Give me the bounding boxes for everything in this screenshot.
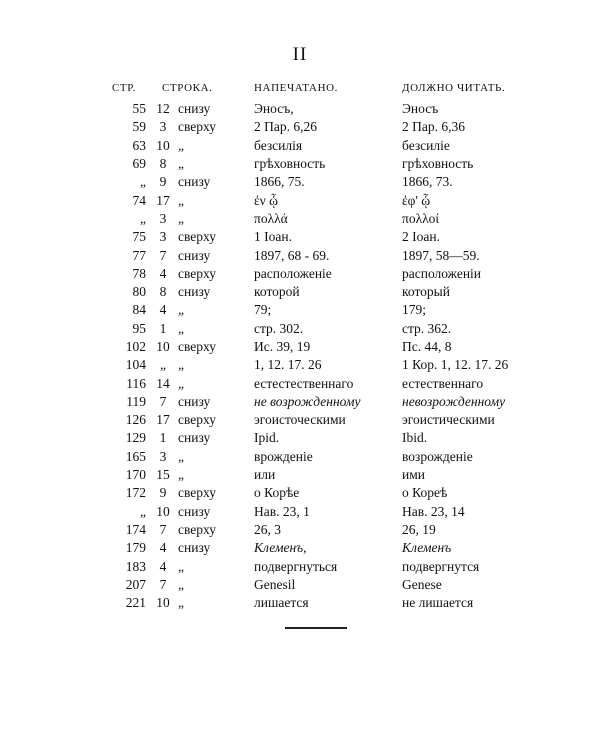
cell-page: 63 — [132, 137, 146, 153]
table-row — [112, 320, 552, 338]
table-row — [112, 118, 552, 136]
cell-printed: Ipid. — [254, 430, 280, 446]
errata-rows — [112, 100, 552, 612]
cell-line: 10 — [156, 595, 170, 611]
cell-direction: снизу — [178, 247, 211, 263]
cell-direction: „ — [178, 595, 184, 611]
cell-page: 129 — [125, 430, 146, 446]
cell-line: 7 — [159, 247, 167, 263]
table-row — [112, 503, 552, 521]
cell-line: 3 — [159, 448, 167, 464]
header-correct: ДОЛЖНО ЧИТАТЬ. — [402, 82, 506, 94]
cell-printed: лишается — [254, 595, 309, 611]
table-row — [112, 283, 552, 301]
table-row — [112, 539, 552, 557]
cell-line: „ — [160, 357, 166, 373]
table-row — [112, 301, 552, 319]
header-page: СТР. — [112, 82, 136, 94]
cell-page: 172 — [125, 485, 146, 501]
cell-direction: сверху — [178, 229, 217, 245]
table-row — [112, 594, 552, 612]
cell-line: 12 — [156, 101, 170, 117]
cell-printed: не возрожденному — [254, 393, 361, 409]
cell-correct: 2 Іоан. — [402, 229, 440, 245]
cell-correct: Клеменъ — [402, 540, 452, 556]
cell-line: 4 — [159, 302, 167, 318]
cell-printed: Клеменъ, — [254, 540, 307, 556]
table-row — [112, 100, 552, 118]
cell-direction: снизу — [178, 101, 211, 117]
table-row — [112, 576, 552, 594]
cell-correct: о Кореѣ — [402, 485, 448, 501]
table-row — [112, 265, 552, 283]
cell-line: 4 — [159, 558, 167, 574]
cell-printed: Нав. 23, 1 — [254, 503, 310, 519]
cell-direction: сверху — [178, 485, 217, 501]
cell-correct: естественнаго — [402, 375, 484, 391]
cell-page: 126 — [125, 412, 146, 428]
cell-line: 9 — [159, 174, 167, 190]
cell-correct: Genese — [402, 576, 442, 592]
cell-correct: Эносъ — [402, 101, 439, 117]
errata-table — [112, 76, 552, 612]
cell-correct: расположеніи — [402, 265, 482, 281]
cell-printed: о Корѣе — [254, 485, 300, 501]
table-row — [112, 137, 552, 155]
table-row — [112, 374, 552, 392]
cell-line: 8 — [159, 284, 167, 300]
cell-correct: Пс. 44, 8 — [402, 339, 452, 354]
cell-line: 17 — [156, 192, 170, 208]
cell-correct: невозрожденному — [402, 393, 506, 409]
table-row — [112, 466, 552, 484]
cell-page: 84 — [132, 302, 146, 318]
cell-page: 170 — [125, 467, 146, 483]
cell-line: 7 — [159, 576, 167, 592]
cell-page: 74 — [132, 192, 146, 208]
cell-line: 1 — [159, 430, 167, 446]
cell-printed: πολλά — [254, 210, 288, 226]
cell-page: 221 — [125, 595, 146, 611]
cell-line: 4 — [159, 265, 167, 281]
cell-page: 75 — [132, 229, 146, 245]
table-row — [112, 429, 552, 447]
table-row — [112, 191, 552, 209]
cell-direction: „ — [178, 137, 184, 153]
cell-printed: безсилія — [254, 137, 303, 153]
cell-printed: 1866, 75. — [254, 174, 305, 190]
table-row — [112, 411, 552, 429]
cell-page: 95 — [132, 320, 146, 336]
cell-printed: грѣховность — [254, 156, 326, 172]
table-row — [112, 356, 552, 374]
cell-page: 183 — [125, 558, 146, 574]
cell-direction: „ — [178, 302, 184, 318]
cell-direction: сверху — [178, 119, 217, 135]
cell-printed: Genesil — [254, 576, 296, 592]
cell-direction: сверху — [178, 412, 217, 428]
header-printed: НАПЕЧАТАНО. — [254, 82, 339, 94]
cell-printed: расположеніе — [254, 265, 332, 281]
cell-page: „ — [140, 503, 146, 519]
cell-direction: „ — [178, 320, 184, 336]
cell-printed: или — [254, 467, 276, 483]
cell-direction: сверху — [178, 265, 217, 281]
cell-page: 69 — [132, 156, 146, 172]
cell-page: 78 — [132, 265, 146, 281]
header-row — [112, 76, 552, 100]
table-row — [112, 228, 552, 246]
cell-printed: эгоисточескими — [254, 412, 346, 428]
cell-direction: „ — [178, 576, 184, 592]
cell-correct: 1897, 58—59. — [402, 247, 480, 263]
cell-direction: „ — [178, 558, 184, 574]
cell-line: 1 — [159, 320, 167, 336]
cell-line: 10 — [156, 137, 170, 153]
cell-page: „ — [140, 174, 146, 190]
cell-printed: врожденіе — [254, 448, 313, 464]
cell-page: 59 — [132, 119, 146, 135]
cell-correct: стр. 362. — [402, 320, 452, 336]
cell-correct: 1 Кор. 1, 12. 17. 26 — [402, 357, 509, 373]
cell-correct: Нав. 23, 14 — [402, 503, 465, 519]
cell-printed: 2 Пар. 6,26 — [254, 119, 317, 135]
cell-correct: грѣховность — [402, 156, 474, 172]
cell-direction: „ — [178, 467, 184, 483]
cell-correct: ими — [402, 467, 425, 483]
header-line: СТРОКА. — [162, 82, 213, 94]
cell-line: 8 — [159, 156, 167, 172]
cell-correct: 179; — [402, 302, 427, 318]
cell-correct: 1866, 73. — [402, 174, 453, 190]
cell-direction: снизу — [178, 174, 211, 190]
cell-page: 165 — [125, 448, 146, 464]
cell-page: 116 — [126, 375, 146, 391]
table-row — [112, 246, 552, 264]
cell-line: 14 — [156, 375, 170, 391]
table-row — [112, 155, 552, 173]
cell-printed: 79; — [254, 302, 272, 318]
cell-direction: сверху — [178, 521, 217, 537]
cell-direction: „ — [178, 210, 184, 226]
bottom-rule — [285, 627, 347, 629]
cell-correct: 26, 19 — [402, 521, 436, 537]
table-row — [112, 210, 552, 228]
cell-direction: „ — [178, 357, 184, 373]
cell-line: 3 — [159, 229, 167, 245]
cell-correct: πολλοί — [402, 210, 440, 226]
table-row — [112, 338, 552, 356]
table-row — [112, 173, 552, 191]
cell-correct: который — [402, 284, 450, 300]
cell-line: 7 — [159, 521, 167, 537]
cell-printed: Ис. 39, 19 — [254, 339, 311, 354]
cell-correct: безсиліе — [402, 137, 450, 153]
cell-correct: 2 Пар. 6,36 — [402, 119, 465, 135]
cell-correct: Ibid. — [402, 430, 428, 446]
cell-printed: 26, 3 — [254, 521, 281, 537]
cell-line: 4 — [159, 540, 167, 556]
cell-page: 80 — [132, 284, 146, 300]
cell-page: 179 — [125, 540, 146, 556]
page-mark: II — [292, 44, 308, 65]
cell-printed: которой — [254, 284, 300, 300]
table-row — [112, 393, 552, 411]
cell-page: 119 — [126, 393, 146, 409]
cell-page: 77 — [132, 247, 146, 263]
cell-correct: ἐφ' ᾧ — [402, 192, 431, 208]
cell-direction: снизу — [178, 284, 211, 300]
cell-direction: сверху — [178, 339, 217, 354]
cell-line: 7 — [159, 393, 167, 409]
cell-printed: 1, 12. 17. 26 — [254, 357, 322, 373]
cell-page: 174 — [125, 521, 146, 537]
cell-direction: „ — [178, 156, 184, 172]
cell-printed: ἐν ᾧ — [254, 192, 279, 208]
cell-printed: 1897, 68 - 69. — [254, 247, 330, 263]
cell-line: 3 — [159, 210, 167, 226]
cell-printed: стр. 302. — [254, 320, 304, 336]
cell-line: 15 — [156, 467, 170, 483]
cell-printed: естестественнаго — [254, 375, 354, 391]
table-row — [112, 448, 552, 466]
cell-page: 207 — [125, 576, 146, 592]
cell-page: „ — [140, 210, 146, 226]
cell-printed: Эносъ, — [254, 101, 294, 117]
cell-direction: снизу — [178, 503, 211, 519]
cell-correct: подвергнутся — [402, 558, 480, 574]
cell-printed: подвергнуться — [254, 558, 338, 574]
cell-page: 102 — [125, 339, 146, 354]
cell-page: 55 — [132, 101, 146, 117]
cell-direction: снизу — [178, 540, 211, 556]
cell-line: 10 — [156, 339, 170, 354]
table-row — [112, 484, 552, 502]
cell-direction: снизу — [178, 430, 211, 446]
table-row — [112, 557, 552, 575]
cell-correct: не лишается — [402, 595, 474, 611]
cell-direction: снизу — [178, 393, 211, 409]
cell-line: 9 — [159, 485, 167, 501]
cell-page: 104 — [125, 357, 146, 373]
cell-direction: „ — [178, 448, 184, 464]
cell-printed: 1 Іоан. — [254, 229, 292, 245]
cell-direction: „ — [178, 375, 184, 391]
cell-correct: возрожденіе — [402, 448, 473, 464]
table-row — [112, 521, 552, 539]
cell-line: 10 — [156, 503, 170, 519]
cell-direction: „ — [178, 192, 184, 208]
cell-correct: эгоистическими — [402, 412, 495, 428]
cell-line: 3 — [159, 119, 167, 135]
cell-line: 17 — [156, 412, 170, 428]
